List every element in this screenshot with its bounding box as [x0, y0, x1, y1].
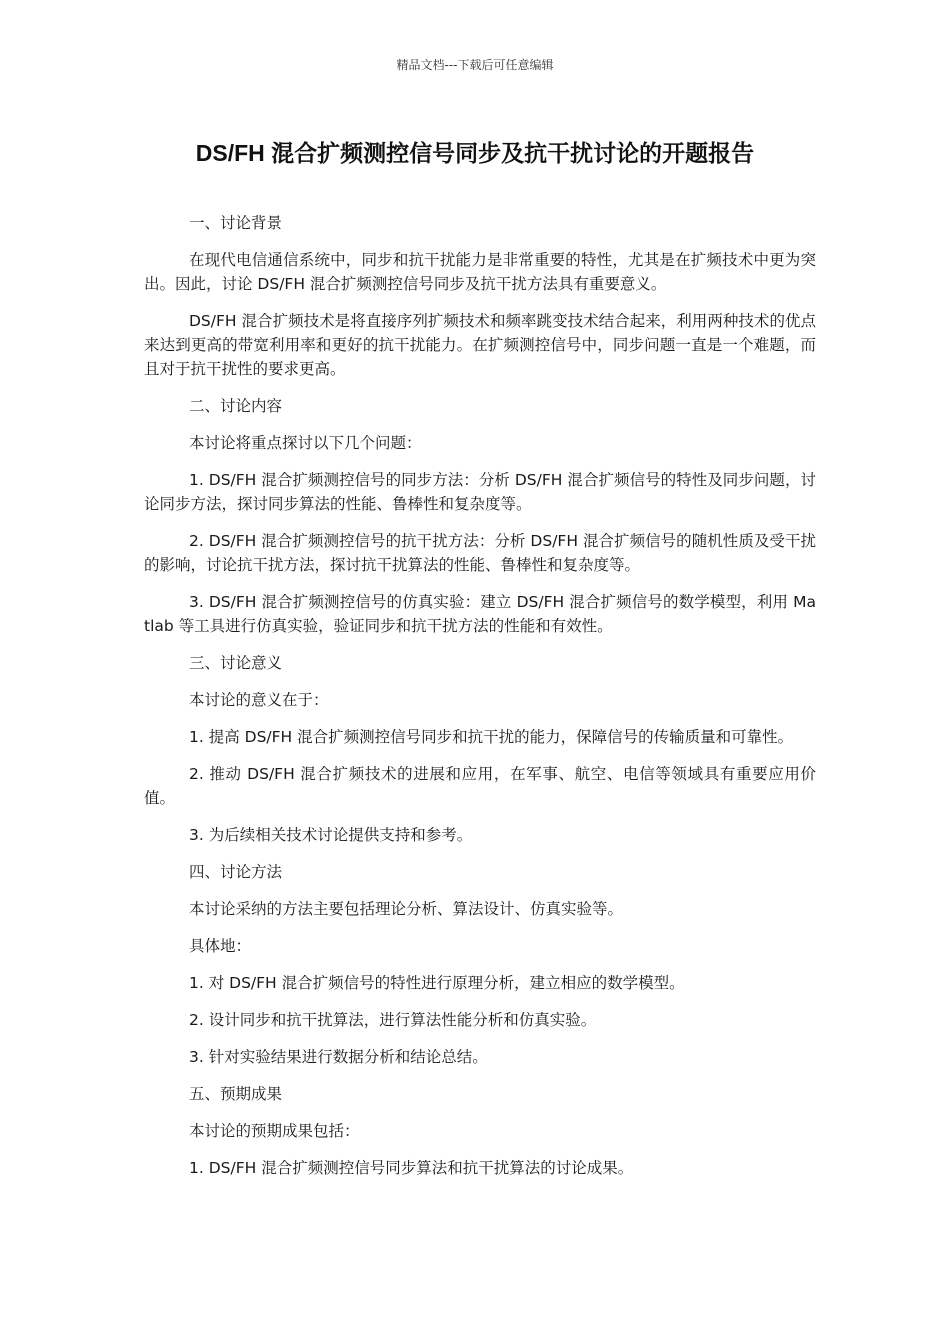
list-item: 1. DS/FH 混合扩频测控信号同步算法和抗干扰算法的讨论成果。	[189, 1159, 634, 1177]
section-heading-significance: 三、讨论意义	[189, 654, 283, 672]
list-item: 1. 对 DS/FH 混合扩频信号的特性进行原理分析，建立相应的数学模型。	[189, 974, 685, 992]
page-header: 精品文档---下载后可任意编辑	[396, 58, 554, 72]
document-title: DS/FH 混合扩频测控信号同步及抗干扰讨论的开题报告	[195, 140, 755, 166]
paragraph: 本讨论采纳的方法主要包括理论分析、算法设计、仿真实验等。	[189, 900, 624, 918]
list-item: 2. 推动 DS/FH 混合扩频技术的进展和应用，在军事、航空、电信等领域具有重要应用价值。	[144, 765, 816, 807]
paragraph: 在现代电信通信系统中，同步和抗干扰能力是非常重要的特性，尤其是在扩频技术中更为突出。因此，讨论 DS/FH 混合扩频测控信号同步及抗干扰方法具有重要意义。	[144, 251, 816, 293]
list-item: 2. 设计同步和抗干扰算法，进行算法性能分析和仿真实验。	[189, 1011, 597, 1029]
list-item: 2. DS/FH 混合扩频测控信号的抗干扰方法：分析 DS/FH 混合扩频信号的随机性质及受干扰的影响，讨论抗干扰方法，探讨抗干扰算法的性能、鲁棒性和复杂度等。	[144, 532, 816, 574]
list-item: 3. DS/FH 混合扩频测控信号的仿真实验：建立 DS/FH 混合扩频信号的数学模型，利用 Matlab 等工具进行仿真实验，验证同步和抗干扰方法的性能和有效性。	[144, 593, 816, 635]
paragraph: 具体地：	[189, 937, 252, 955]
document-body	[144, 211, 816, 1193]
list-item: 1. DS/FH 混合扩频测控信号的同步方法：分析 DS/FH 混合扩频信号的特性及同步问题，讨论同步方法，探讨同步算法的性能、鲁棒性和复杂度等。	[144, 471, 816, 513]
paragraph: DS/FH 混合扩频技术是将直接序列扩频技术和频率跳变技术结合起来，利用两种技术的优点来达到更高的带宽利用率和更好的抗干扰能力。在扩频测控信号中，同步问题一直是一个难题，而且对于抗干扰性的要求更高。	[144, 312, 816, 378]
section-heading-expected-results: 五、预期成果	[189, 1085, 283, 1103]
paragraph: 本讨论将重点探讨以下几个问题：	[189, 434, 422, 452]
section-heading-content: 二、讨论内容	[189, 397, 283, 415]
paragraph: 本讨论的预期成果包括：	[189, 1122, 360, 1140]
list-item: 1. 提高 DS/FH 混合扩频测控信号同步和抗干扰的能力，保障信号的传输质量和可靠性。	[189, 728, 794, 746]
section-heading-methods: 四、讨论方法	[189, 863, 283, 881]
list-item: 3. 为后续相关技术讨论提供支持和参考。	[189, 826, 473, 844]
section-heading-background: 一、讨论背景	[189, 214, 283, 232]
paragraph: 本讨论的意义在于：	[189, 691, 329, 709]
list-item: 3. 针对实验结果进行数据分析和结论总结。	[189, 1048, 488, 1066]
